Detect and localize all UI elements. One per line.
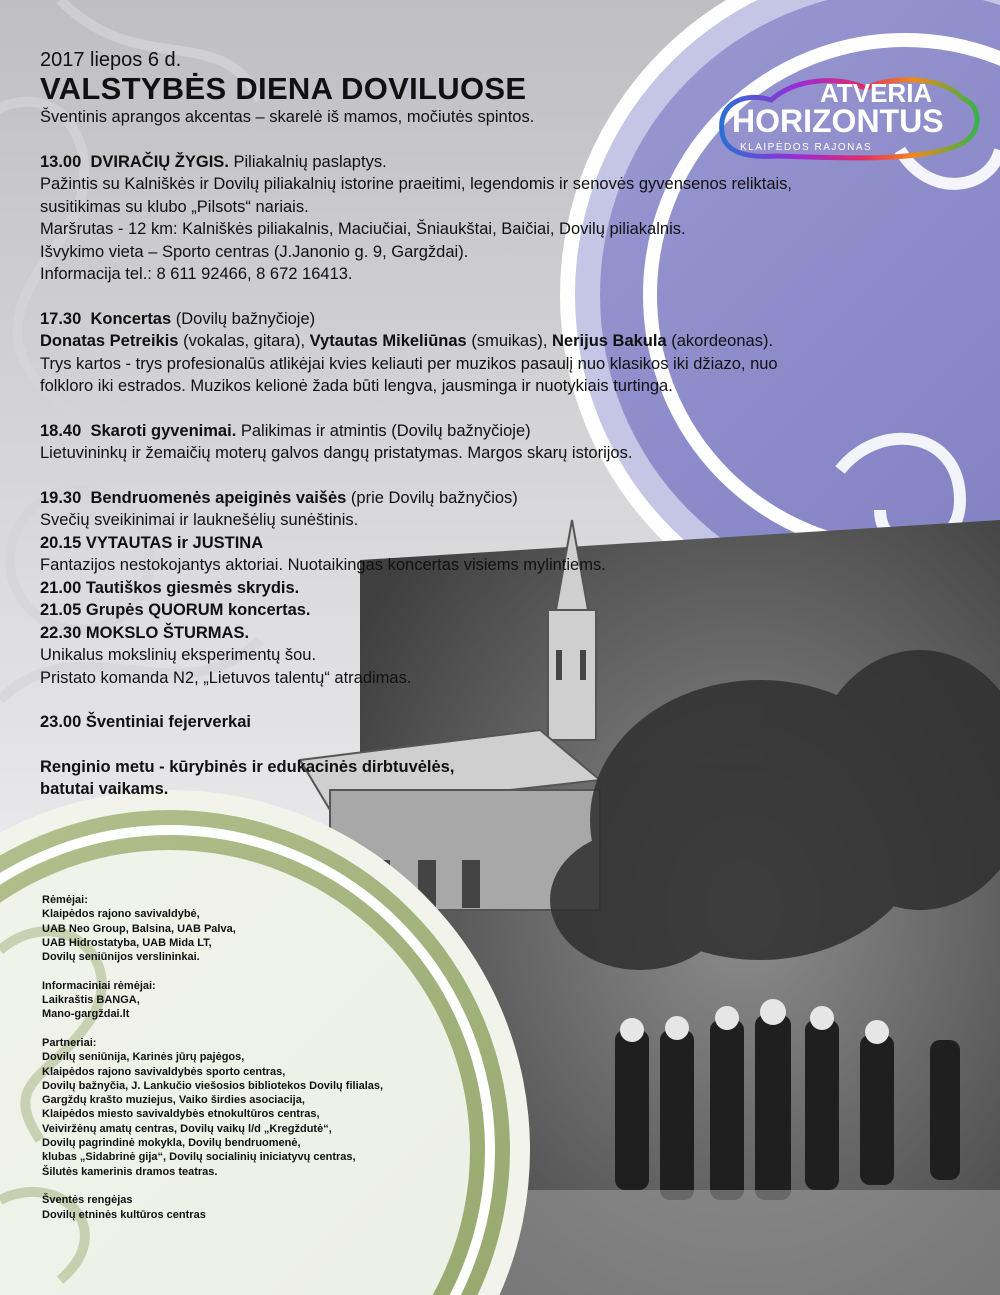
workshops-note: Renginio metu - kūrybinės ir edukacinės dirbtuvėlės, — [40, 757, 455, 776]
event-anthem-heading: 21.00 Tautiškos giesmės skrydis. — [40, 578, 300, 597]
event-actors-desc: Fantazijos nestokojantys aktoriai. Nuotaikingas koncertas visiems mylintiems. — [40, 556, 606, 574]
partner-item: Dovilų bažnyčia, J. Lankučio viešosios bibliotekos Dovilų filialas, — [42, 1079, 384, 1092]
partner-item: Šilutės kamerinis dramos teatras. — [42, 1165, 218, 1178]
supporters-title: Rėmėjai: — [42, 894, 88, 906]
event-concert-heading: 17.30 Koncertas (Dovilų bažnyčioje) — [40, 309, 316, 328]
event-actors-heading: 20.15 VYTAUTAS ir JUSTINA — [40, 533, 264, 552]
event-science-heading: 22.30 MOKSLO ŠTURMAS. — [40, 623, 250, 642]
sponsors-list — [42, 893, 383, 1222]
event-bike-trip-heading: 13.00 DVIRAČIŲ ŽYGIS. Piliakalnių paslaptys. — [40, 152, 387, 171]
supporter-item: Dovilų seniūnijos verslininkai. — [42, 951, 200, 964]
partner-item: Dovilų pagrindinė mokykla, Dovilų bendruomenė, — [42, 1137, 301, 1150]
partner-item: klubas „Sidabrinė gija“, Dovilų socialinių iniciatyvų centras, — [42, 1151, 356, 1164]
workshops-note: batutai vaikams. — [40, 780, 169, 798]
supporter-item: UAB Neo Group, Balsina, UAB Palva, — [42, 922, 236, 935]
info-supporter-item: Laikraštis BANGA, — [42, 994, 140, 1007]
organizer-title: Šventės rengėjas — [42, 1194, 133, 1207]
svg-text:ATVERIA: ATVERIA — [820, 78, 933, 108]
event-program — [40, 48, 960, 801]
event-concert-desc: folkloro iki estrados. Muzikos kelionė žada būti lengva, jausminga ir nuotykiais turtinga. — [40, 377, 673, 395]
event-quorum-heading: 21.05 Grupės QUORUM koncertas. — [40, 601, 311, 619]
event-date: 2017 liepos 6 d. — [40, 49, 182, 71]
svg-text:HORIZONTUS: HORIZONTUS — [732, 103, 944, 139]
event-fireworks-heading: 23.00 Šventiniai fejerverkai — [40, 713, 251, 731]
partner-item: Gargždų krašto muziejus, Vaiko širdies asociacija, — [42, 1094, 305, 1107]
organizer-name: Dovilų etninės kultūros centras — [42, 1208, 206, 1221]
partner-item: Dovilų seniūnija, Karinės jūrų pajėgos, — [42, 1051, 245, 1064]
dress-code-note: Šventinis aprangos akcentas – skarelė iš mamos, močiutės spintos. — [40, 108, 535, 126]
event-bike-trip-route: Maršrutas - 12 km: Kalniškės piliakalnis, Maciučiai, Šniaukštai, Baičiai, Dovilų piliakalnis. — [40, 220, 686, 238]
event-bike-trip-desc: Pažintis su Kalniškės ir Dovilų piliakalnių istorine praeitimi, legendomis ir senovės gyvensenos reliktais, — [40, 175, 792, 193]
event-scarves-heading: 18.40 Skaroti gyvenimai. Palikimas ir atmintis (Dovilų bažnyčioje) — [40, 421, 531, 440]
partner-item: Klaipėdos miesto savivaldybės etnokultūros centras, — [42, 1108, 320, 1121]
event-concert-performers: Donatas Petreikis (vokalas, gitara), Vytautas Mikeliūnas (smuikas), Nerijus Bakula (akordeonas). — [40, 332, 774, 350]
event-bike-trip-phone: Informacija tel.: 8 611 92466, 8 672 16413. — [40, 265, 353, 283]
svg-text:KLAIPĖDOS RAJONAS: KLAIPĖDOS RAJONAS — [740, 142, 873, 153]
event-bike-trip-desc: susitikimas su klubo „Pilsots“ nariais. — [40, 197, 309, 216]
partners-title: Partneriai: — [42, 1036, 97, 1049]
event-science-desc: Unikalus mokslinių eksperimentų šou. — [40, 646, 317, 664]
event-concert-desc: Trys kartos - trys profesionalūs atlikėjai kvies keliauti per muzikos pasaulį nuo klasikos iki džiazo, nuo — [40, 354, 778, 373]
supporter-item: UAB Hidrostatyba, UAB Mida LT, — [42, 936, 212, 949]
event-feast-desc: Svečių sveikinimai ir lauknešėlių sunėštinis. — [40, 511, 359, 529]
event-feast-heading: 19.30 Bendruomenės apeiginės vaišės (prie Dovilų bažnyčios) — [40, 488, 518, 507]
info-supporters-title: Informaciniai rėmėjai: — [42, 979, 156, 992]
supporter-item: Klaipėdos rajono savivaldybė, — [42, 908, 200, 921]
event-scarves-desc: Lietuvininkų ir žemaičių moterų galvos dangų pristatymas. Margos skarų istorijos. — [40, 444, 633, 462]
event-bike-trip-start: Išvykimo vieta – Sporto centras (J.Janonio g. 9, Gargždai). — [40, 242, 469, 261]
page-title: VALSTYBĖS DIENA DOVILUOSE — [40, 71, 527, 106]
partner-item: Veiviržėnų amatų centras, Dovilų vaikų l/d „Kregždutė“, — [42, 1122, 332, 1135]
event-science-desc: Pristato komanda N2, „Lietuvos talentų“ atradimas. — [40, 668, 412, 687]
info-supporter-item: Mano-gargždai.lt — [42, 1008, 130, 1021]
partner-item: Klaipėdos rajono savivaldybės sporto centras, — [42, 1065, 286, 1078]
